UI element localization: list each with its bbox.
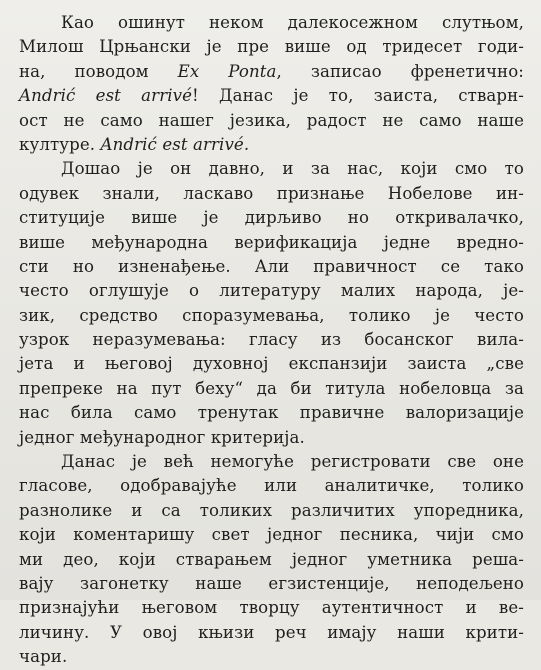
italic-text: Andrić est arrivé <box>19 86 193 106</box>
body-text <box>19 11 524 670</box>
text-span: ! Данас је то, заиста, стварн- <box>192 86 524 106</box>
text-span: нас била само тренутак правичне валоризације <box>19 403 524 423</box>
text-span: ституције више је дирљиво но откривалачко, <box>19 208 524 228</box>
text-line <box>19 474 524 498</box>
text-span: гласове, одобравајуће или аналитичке, толико <box>19 476 524 496</box>
paragraph <box>19 11 524 157</box>
text-line <box>19 401 524 425</box>
text-span: једног међународног критерија. <box>19 427 305 447</box>
text-line <box>19 621 524 645</box>
text-span: чари. <box>19 647 68 667</box>
text-span: зик, средство споразумевања, толико је често <box>19 305 524 325</box>
text-span: разнолике и са толиких различитих упоредника, <box>19 500 524 520</box>
text-span: Милош Црњански је пре више од тридесет годи- <box>19 37 524 57</box>
text-line <box>19 157 524 181</box>
text-line <box>19 328 524 352</box>
text-line <box>19 596 524 620</box>
text-line <box>19 35 524 59</box>
text-line <box>19 499 524 523</box>
text-span: Као ошинут неком далекосежном слутњом, <box>61 13 524 32</box>
text-line <box>19 182 524 206</box>
text-line <box>19 206 524 230</box>
text-span: сти но изненађење. Али правичност се тако <box>19 256 524 276</box>
text-span: признајући његовом творцу аутентичност и ве- <box>19 598 524 618</box>
text-span: Дошао је он давно, и за нас, који смо то <box>61 159 524 179</box>
text-span: ост не само нашег језика, радост не само наше <box>19 110 524 130</box>
text-line <box>19 572 524 596</box>
text-span: који коментаришу свет једног песника, чији смо <box>19 525 524 545</box>
text-span: Данас је већ немогуће регистровати све оне <box>61 452 524 472</box>
italic-text: Ex Ponta <box>177 61 277 81</box>
italic-text: Andrić est arrivé. <box>100 134 250 154</box>
text-span: вају загонетку наше егзистенције, неподељено <box>19 573 524 593</box>
text-span: често оглушује о литературу малих народа, је- <box>19 281 524 301</box>
text-span: препреке на пут беху“ да би титула нобеловца за <box>19 378 524 398</box>
text-span: , записао френетично: <box>276 61 524 81</box>
text-line <box>19 304 524 328</box>
text-span: узрок неразумевања: гласу из босанског вила- <box>19 330 524 350</box>
text-span: културе. <box>19 134 101 154</box>
text-line <box>19 645 524 669</box>
text-line <box>19 255 524 279</box>
text-line <box>19 231 524 255</box>
text-line <box>19 352 524 376</box>
text-line <box>19 450 524 474</box>
text-line <box>19 133 524 157</box>
text-line <box>19 60 524 84</box>
paragraph <box>19 157 524 450</box>
text-span: јета и његовој духовној експанзији заиста „све <box>19 354 524 374</box>
text-span: ми део, који стварањем једног уметника реша- <box>19 549 524 569</box>
text-span: више међународна верификација једне вредно- <box>19 232 524 252</box>
text-line <box>19 109 524 133</box>
text-line <box>19 426 524 450</box>
text-line <box>19 11 524 35</box>
text-line <box>19 84 524 108</box>
text-span: личину. У овој књизи реч имају наши крити- <box>19 622 524 642</box>
text-span: на, поводом <box>19 61 178 81</box>
text-span: одувек знали, ласкаво признање Нобелове ин- <box>19 183 524 203</box>
paragraph <box>19 450 524 670</box>
text-line <box>19 523 524 547</box>
text-line <box>19 279 524 303</box>
text-line <box>19 548 524 572</box>
text-line <box>19 377 524 401</box>
